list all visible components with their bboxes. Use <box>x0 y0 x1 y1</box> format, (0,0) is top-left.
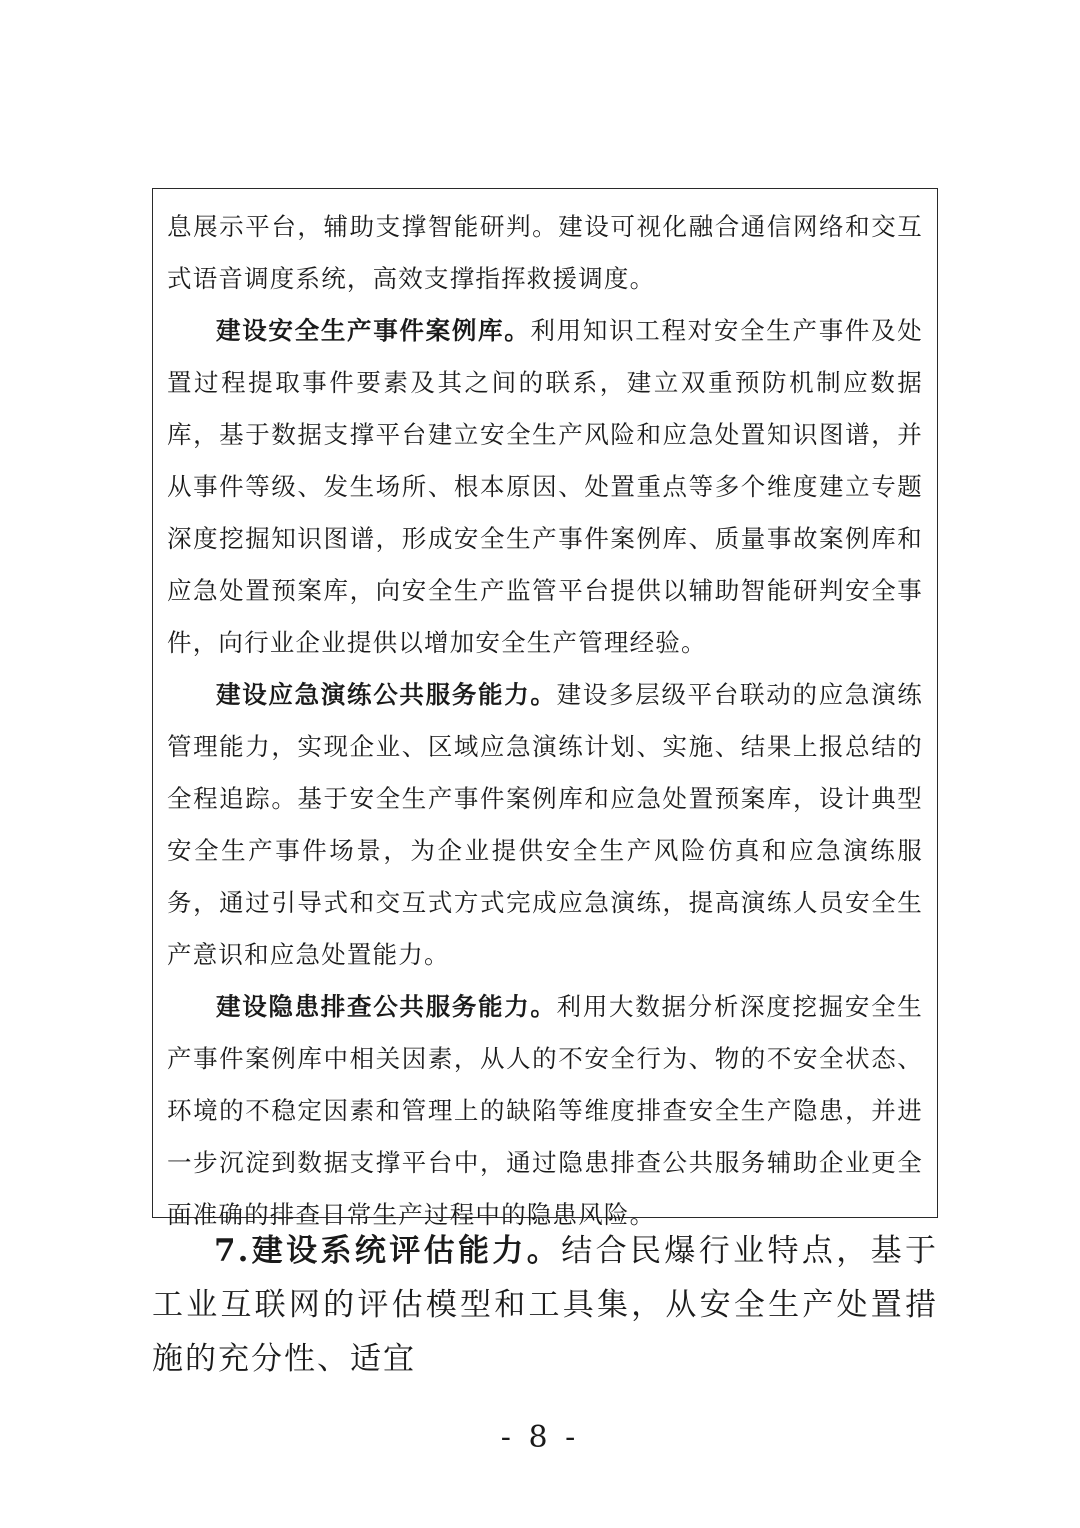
main-section <box>152 1224 938 1386</box>
main-paragraph-1 <box>152 1224 938 1386</box>
box-paragraph-2-body: 利用知识工程对安全生产事件及处置过程提取事件要素及其之间的联系，建立双重预防机制应数据库，基于数据支撑平台建立安全生产风险和应急处置知识图谱，并从事件等级、发生场所、根本原因、处置重点等多个维度建立专题深度挖掘知识图谱，形成安全生产事件案例库、质量事故案例库和应急处置预案库，向安全生产监管平台提供以辅助智能研判安全事件，向行业企业提供以增加安全生产管理经验。 <box>167 316 924 657</box>
page-number: - 8 - <box>500 1420 580 1455</box>
box-paragraph-2-title: 建设安全生产事件案例库。 <box>216 316 531 345</box>
box-paragraph-4 <box>167 981 923 1241</box>
box-paragraph-4-body: 利用大数据分析深度挖掘安全生产事件案例库中相关因素，从人的不安全行为、物的不安全状态、环境的不稳定因素和管理上的缺陷等维度排查安全生产隐患，并进一步沉淀到数据支撑平台中，通过隐患排查公共服务辅助企业更全面准确的排查日常生产过程中的隐患风险。 <box>167 992 923 1229</box>
box-paragraph-3-body: 建设多层级平台联动的应急演练管理能力，实现企业、区域应急演练计划、实施、结果上报总结的全程追踪。基于安全生产事件案例库和应急处置预案库，设计典型安全生产事件场景，为企业提供安全生产风险仿真和应急演练服务，通过引导式和交互式方式完成应急演练，提高演练人员安全生产意识和应急处置能力。 <box>167 680 923 969</box>
main-paragraph-1-title: 7.建设系统评估能力。 <box>214 1233 562 1269</box>
box-paragraph-3 <box>167 669 923 981</box>
main-paragraph-1-body: 结合民爆行业特点，基于工业互联网的评估模型和工具集，从安全生产处置措施的充分性、适宜 <box>152 1233 938 1377</box>
box-paragraph-2 <box>167 305 923 669</box>
box-paragraph-3-title: 建设应急演练公共服务能力。 <box>216 680 557 709</box>
box-paragraph-1: 息展示平台，辅助支撑智能研判。建设可视化融合通信网络和交互式语音调度系统，高效支撑指挥救援调度。 <box>167 212 923 293</box>
box-paragraph-4-title: 建设隐患排查公共服务能力。 <box>216 992 557 1021</box>
boxed-section <box>152 188 938 1229</box>
